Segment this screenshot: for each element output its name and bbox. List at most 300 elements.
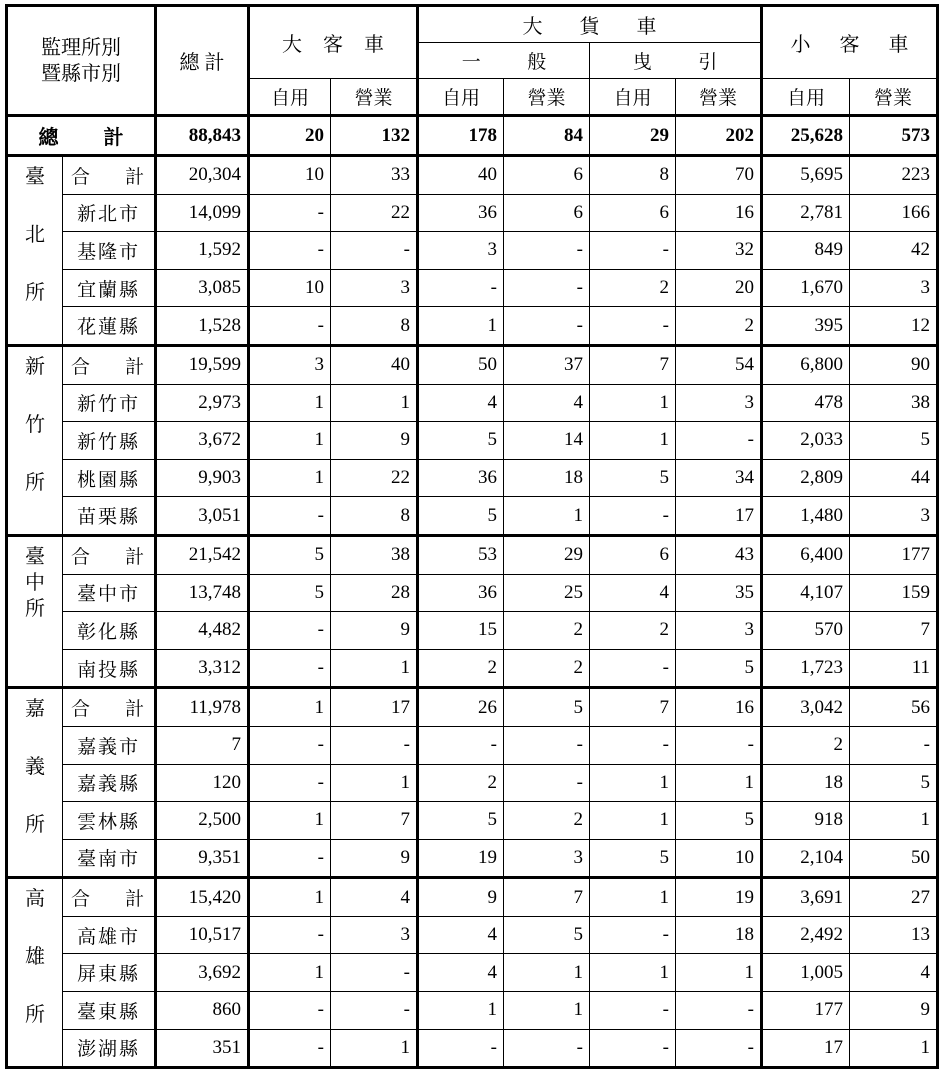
office-name <box>7 345 63 535</box>
county-name: 新竹縣 <box>63 422 156 460</box>
county-row <box>7 1029 938 1068</box>
truck-general-commercial-header: 營業 <box>504 79 590 116</box>
county-name: 彰化縣 <box>63 612 156 650</box>
county-name: 花蓮縣 <box>63 307 156 346</box>
value-cell: 3,042 <box>762 688 850 727</box>
value-cell: 2 <box>418 764 504 802</box>
value-cell: - <box>249 992 331 1030</box>
value-cell: - <box>249 194 331 232</box>
value-cell: 13 <box>850 916 938 954</box>
value-cell: 42 <box>850 232 938 270</box>
value-cell: 6 <box>504 194 590 232</box>
value-cell: 1,005 <box>762 954 850 992</box>
value-cell: 2,500 <box>156 802 249 840</box>
office-name-char: 雄 <box>25 946 45 969</box>
value-cell: 2 <box>504 649 590 688</box>
value-cell: - <box>590 497 676 536</box>
county-row <box>7 649 938 688</box>
value-cell: - <box>249 612 331 650</box>
value-cell: 17 <box>331 688 418 727</box>
value-cell: 1 <box>590 954 676 992</box>
car-header: 小 客 車 <box>762 6 938 79</box>
value-cell: 27 <box>850 878 938 917</box>
value-cell: 3 <box>676 384 762 422</box>
office-name-char: 中 <box>25 571 45 594</box>
office-header-line1: 監理所別 <box>41 36 121 59</box>
truck-general-header: 一 般 <box>418 43 590 79</box>
value-cell: 1 <box>676 954 762 992</box>
car-self-header: 自用 <box>762 79 850 116</box>
value-cell: 2 <box>676 307 762 346</box>
value-cell: 2,492 <box>762 916 850 954</box>
office-county-header <box>7 6 156 116</box>
value-cell: 159 <box>850 574 938 612</box>
value-cell: 37 <box>504 345 590 384</box>
value-cell: 1 <box>590 384 676 422</box>
value-cell: - <box>418 726 504 764</box>
truck-general-self-header: 自用 <box>418 79 504 116</box>
value-cell: 36 <box>418 574 504 612</box>
county-name: 臺中市 <box>63 574 156 612</box>
value-cell: 5 <box>850 764 938 802</box>
value-cell: 2 <box>590 612 676 650</box>
value-cell: 860 <box>156 992 249 1030</box>
value-cell: 5 <box>418 802 504 840</box>
group-subtotal-row <box>7 535 938 574</box>
value-cell: 1 <box>590 802 676 840</box>
county-name: 屏東縣 <box>63 954 156 992</box>
value-cell: 54 <box>676 345 762 384</box>
office-name-char: 所 <box>25 1004 45 1027</box>
county-row <box>7 764 938 802</box>
value-cell: - <box>418 1029 504 1068</box>
value-cell: 5 <box>418 497 504 536</box>
value-cell: 1,723 <box>762 649 850 688</box>
value-cell: 223 <box>850 156 938 195</box>
county-row <box>7 612 938 650</box>
value-cell: 32 <box>676 232 762 270</box>
value-cell: 1 <box>850 802 938 840</box>
value-cell: 6 <box>590 194 676 232</box>
office-name <box>7 535 63 687</box>
value-cell: 3,691 <box>762 878 850 917</box>
truck-header: 大 貨 車 <box>418 6 762 43</box>
value-cell: 2 <box>590 269 676 307</box>
value-cell: 33 <box>331 156 418 195</box>
value-cell: 20,304 <box>156 156 249 195</box>
value-cell: 19 <box>418 839 504 878</box>
bus-header: 大 客 車 <box>249 6 418 79</box>
value-cell: 28 <box>331 574 418 612</box>
value-cell: 50 <box>418 345 504 384</box>
value-cell: 1 <box>249 802 331 840</box>
county-name: 南投縣 <box>63 649 156 688</box>
value-cell: 2,809 <box>762 459 850 497</box>
value-cell: 1,528 <box>156 307 249 346</box>
value-cell: 2 <box>504 612 590 650</box>
value-cell: 16 <box>676 194 762 232</box>
value-cell: 8 <box>331 497 418 536</box>
value-cell: 9 <box>331 612 418 650</box>
value-cell: 17 <box>762 1029 850 1068</box>
value-cell: 1 <box>249 688 331 727</box>
value-cell: 17 <box>676 497 762 536</box>
county-row <box>7 232 938 270</box>
county-row <box>7 726 938 764</box>
office-name <box>7 878 63 1068</box>
value-cell: 11,978 <box>156 688 249 727</box>
truck-tow-commercial-header: 營業 <box>676 79 762 116</box>
value-cell: 70 <box>676 156 762 195</box>
value-cell: 4 <box>418 916 504 954</box>
value-cell: - <box>676 422 762 460</box>
value-cell: 2 <box>504 802 590 840</box>
subtotal-label: 合 計 <box>63 535 156 574</box>
value-cell: 40 <box>331 345 418 384</box>
value-cell: 5 <box>504 688 590 727</box>
county-name: 新北市 <box>63 194 156 232</box>
value-cell: - <box>249 1029 331 1068</box>
county-row <box>7 384 938 422</box>
county-row <box>7 954 938 992</box>
value-cell: 4,482 <box>156 612 249 650</box>
value-cell: 10 <box>249 269 331 307</box>
value-cell: 3,051 <box>156 497 249 536</box>
grand-total-cell: 178 <box>418 116 504 156</box>
value-cell: 4 <box>331 878 418 917</box>
value-cell: 3 <box>249 345 331 384</box>
value-cell: 36 <box>418 459 504 497</box>
value-cell: 7 <box>850 612 938 650</box>
value-cell: 10,517 <box>156 916 249 954</box>
value-cell: 1 <box>249 878 331 917</box>
value-cell: - <box>676 992 762 1030</box>
value-cell: - <box>418 269 504 307</box>
grand-total-cell: 132 <box>331 116 418 156</box>
value-cell: 1 <box>249 954 331 992</box>
county-name: 嘉義縣 <box>63 764 156 802</box>
value-cell: 18 <box>676 916 762 954</box>
value-cell: 21,542 <box>156 535 249 574</box>
value-cell: 1 <box>504 954 590 992</box>
grand-total-cell: 25,628 <box>762 116 850 156</box>
value-cell: 9,351 <box>156 839 249 878</box>
office-name-char: 高 <box>25 888 45 911</box>
value-cell: 4 <box>418 954 504 992</box>
value-cell: - <box>590 992 676 1030</box>
value-cell: 56 <box>850 688 938 727</box>
office-name-char: 嘉 <box>25 698 45 721</box>
county-row <box>7 307 938 346</box>
value-cell: 40 <box>418 156 504 195</box>
grand-total-label: 總 計 <box>7 116 156 156</box>
subtotal-label: 合 計 <box>63 688 156 727</box>
value-cell: 1 <box>418 307 504 346</box>
value-cell: 14,099 <box>156 194 249 232</box>
total-header: 總 計 <box>156 6 249 116</box>
value-cell: 4 <box>590 574 676 612</box>
value-cell: 43 <box>676 535 762 574</box>
value-cell: 1,480 <box>762 497 850 536</box>
value-cell: 35 <box>676 574 762 612</box>
county-name: 基隆市 <box>63 232 156 270</box>
value-cell: 918 <box>762 802 850 840</box>
value-cell: 1 <box>590 422 676 460</box>
value-cell: 1 <box>249 459 331 497</box>
value-cell: 1 <box>331 1029 418 1068</box>
county-name: 澎湖縣 <box>63 1029 156 1068</box>
office-header-line2: 暨縣市別 <box>41 62 121 85</box>
value-cell: 50 <box>850 839 938 878</box>
bus-commercial-header: 營業 <box>331 79 418 116</box>
value-cell: 38 <box>850 384 938 422</box>
group-subtotal-row <box>7 156 938 195</box>
office-name-char: 義 <box>25 756 45 779</box>
county-row <box>7 194 938 232</box>
value-cell: 10 <box>249 156 331 195</box>
county-name: 臺東縣 <box>63 992 156 1030</box>
subtotal-label: 合 計 <box>63 878 156 917</box>
value-cell: - <box>331 954 418 992</box>
value-cell: 3 <box>504 839 590 878</box>
grand-total-row <box>7 116 938 156</box>
county-row <box>7 459 938 497</box>
value-cell: 38 <box>331 535 418 574</box>
value-cell: 34 <box>676 459 762 497</box>
value-cell: - <box>331 992 418 1030</box>
value-cell: 29 <box>504 535 590 574</box>
subtotal-label: 合 計 <box>63 156 156 195</box>
value-cell: 1 <box>676 764 762 802</box>
county-row <box>7 802 938 840</box>
value-cell: 22 <box>331 459 418 497</box>
office-name <box>7 156 63 346</box>
value-cell: - <box>249 916 331 954</box>
value-cell: 90 <box>850 345 938 384</box>
office-name-char: 所 <box>25 282 45 304</box>
county-row <box>7 839 938 878</box>
value-cell: 5 <box>676 649 762 688</box>
value-cell: - <box>331 726 418 764</box>
value-cell: 26 <box>418 688 504 727</box>
value-cell: 2,973 <box>156 384 249 422</box>
value-cell: 3 <box>850 497 938 536</box>
county-name: 新竹市 <box>63 384 156 422</box>
value-cell: 177 <box>762 992 850 1030</box>
value-cell: 9,903 <box>156 459 249 497</box>
value-cell: - <box>249 307 331 346</box>
value-cell: - <box>676 1029 762 1068</box>
value-cell: - <box>504 764 590 802</box>
grand-total-cell: 84 <box>504 116 590 156</box>
value-cell: 13,748 <box>156 574 249 612</box>
value-cell: 8 <box>331 307 418 346</box>
value-cell: 19,599 <box>156 345 249 384</box>
car-commercial-header: 營業 <box>850 79 938 116</box>
value-cell: 5 <box>590 459 676 497</box>
value-cell: 53 <box>418 535 504 574</box>
value-cell: 7 <box>590 345 676 384</box>
value-cell: 3 <box>331 916 418 954</box>
value-cell: 5 <box>418 422 504 460</box>
office-name-char: 臺 <box>25 545 45 568</box>
value-cell: 849 <box>762 232 850 270</box>
value-cell: 3 <box>331 269 418 307</box>
office-name-char: 所 <box>25 471 45 494</box>
value-cell: 1 <box>249 384 331 422</box>
value-cell: 3,312 <box>156 649 249 688</box>
value-cell: 166 <box>850 194 938 232</box>
value-cell: - <box>676 726 762 764</box>
value-cell: - <box>331 232 418 270</box>
county-name: 桃園縣 <box>63 459 156 497</box>
value-cell: 395 <box>762 307 850 346</box>
value-cell: 2,104 <box>762 839 850 878</box>
value-cell: 3,672 <box>156 422 249 460</box>
value-cell: 25 <box>504 574 590 612</box>
value-cell: 2 <box>418 649 504 688</box>
value-cell: 5 <box>590 839 676 878</box>
county-name: 苗栗縣 <box>63 497 156 536</box>
value-cell: 6 <box>590 535 676 574</box>
value-cell: 1 <box>504 992 590 1030</box>
value-cell: - <box>590 307 676 346</box>
value-cell: 15,420 <box>156 878 249 917</box>
value-cell: 570 <box>762 612 850 650</box>
value-cell: 20 <box>676 269 762 307</box>
subtotal-label: 合 計 <box>63 345 156 384</box>
value-cell: 1 <box>850 1029 938 1068</box>
county-name: 雲林縣 <box>63 802 156 840</box>
vehicle-registration-table <box>5 4 939 1069</box>
county-row <box>7 422 938 460</box>
value-cell: 6,400 <box>762 535 850 574</box>
grand-total-cell: 20 <box>249 116 331 156</box>
value-cell: 5 <box>676 802 762 840</box>
office-name-char: 新 <box>25 355 45 378</box>
value-cell: 14 <box>504 422 590 460</box>
value-cell: 2,781 <box>762 194 850 232</box>
value-cell: - <box>249 839 331 878</box>
value-cell: 1,670 <box>762 269 850 307</box>
value-cell: 5 <box>850 422 938 460</box>
truck-tow-self-header: 自用 <box>590 79 676 116</box>
value-cell: 7 <box>331 802 418 840</box>
value-cell: 36 <box>418 194 504 232</box>
value-cell: - <box>850 726 938 764</box>
value-cell: - <box>249 649 331 688</box>
grand-total-cell: 29 <box>590 116 676 156</box>
value-cell: - <box>249 764 331 802</box>
value-cell: 120 <box>156 764 249 802</box>
value-cell: - <box>590 649 676 688</box>
value-cell: 5,695 <box>762 156 850 195</box>
value-cell: 3,692 <box>156 954 249 992</box>
grand-total-cell: 573 <box>850 116 938 156</box>
bus-self-header: 自用 <box>249 79 331 116</box>
value-cell: - <box>590 916 676 954</box>
county-row <box>7 992 938 1030</box>
value-cell: - <box>504 726 590 764</box>
county-row <box>7 269 938 307</box>
office-name-char: 臺 <box>25 166 45 188</box>
value-cell: 9 <box>331 422 418 460</box>
county-row <box>7 916 938 954</box>
value-cell: - <box>249 726 331 764</box>
value-cell: - <box>249 232 331 270</box>
value-cell: 4 <box>850 954 938 992</box>
office-name-char: 竹 <box>25 413 45 436</box>
value-cell: - <box>249 497 331 536</box>
value-cell: 7 <box>156 726 249 764</box>
value-cell: - <box>504 1029 590 1068</box>
value-cell: - <box>504 232 590 270</box>
value-cell: 478 <box>762 384 850 422</box>
value-cell: 6,800 <box>762 345 850 384</box>
value-cell: - <box>504 269 590 307</box>
value-cell: 8 <box>590 156 676 195</box>
value-cell: 7 <box>504 878 590 917</box>
value-cell: 6 <box>504 156 590 195</box>
value-cell: 1 <box>331 649 418 688</box>
value-cell: 1 <box>418 992 504 1030</box>
value-cell: 2 <box>762 726 850 764</box>
value-cell: 5 <box>249 535 331 574</box>
value-cell: 4 <box>504 384 590 422</box>
county-row <box>7 497 938 536</box>
value-cell: 22 <box>331 194 418 232</box>
value-cell: 44 <box>850 459 938 497</box>
group-subtotal-row <box>7 878 938 917</box>
group-subtotal-row <box>7 688 938 727</box>
value-cell: 12 <box>850 307 938 346</box>
value-cell: 4,107 <box>762 574 850 612</box>
value-cell: 5 <box>504 916 590 954</box>
county-name: 宜蘭縣 <box>63 269 156 307</box>
county-name: 臺南市 <box>63 839 156 878</box>
county-name: 嘉義市 <box>63 726 156 764</box>
value-cell: 7 <box>590 688 676 727</box>
value-cell: 19 <box>676 878 762 917</box>
office-name-char: 北 <box>25 224 45 246</box>
value-cell: 3 <box>418 232 504 270</box>
value-cell: 18 <box>762 764 850 802</box>
value-cell: 351 <box>156 1029 249 1068</box>
value-cell: 1 <box>590 878 676 917</box>
value-cell: 15 <box>418 612 504 650</box>
value-cell: 16 <box>676 688 762 727</box>
value-cell: 1 <box>331 384 418 422</box>
value-cell: 1 <box>331 764 418 802</box>
office-name-char: 所 <box>25 814 45 837</box>
grand-total-cell: 202 <box>676 116 762 156</box>
value-cell: 11 <box>850 649 938 688</box>
value-cell: 9 <box>331 839 418 878</box>
value-cell: 5 <box>249 574 331 612</box>
value-cell: 4 <box>418 384 504 422</box>
county-name: 高雄市 <box>63 916 156 954</box>
group-subtotal-row <box>7 345 938 384</box>
value-cell: - <box>504 307 590 346</box>
value-cell: 18 <box>504 459 590 497</box>
value-cell: 3,085 <box>156 269 249 307</box>
value-cell: - <box>590 1029 676 1068</box>
value-cell: 2,033 <box>762 422 850 460</box>
value-cell: 1 <box>249 422 331 460</box>
value-cell: 1 <box>590 764 676 802</box>
county-row <box>7 574 938 612</box>
value-cell: 9 <box>850 992 938 1030</box>
